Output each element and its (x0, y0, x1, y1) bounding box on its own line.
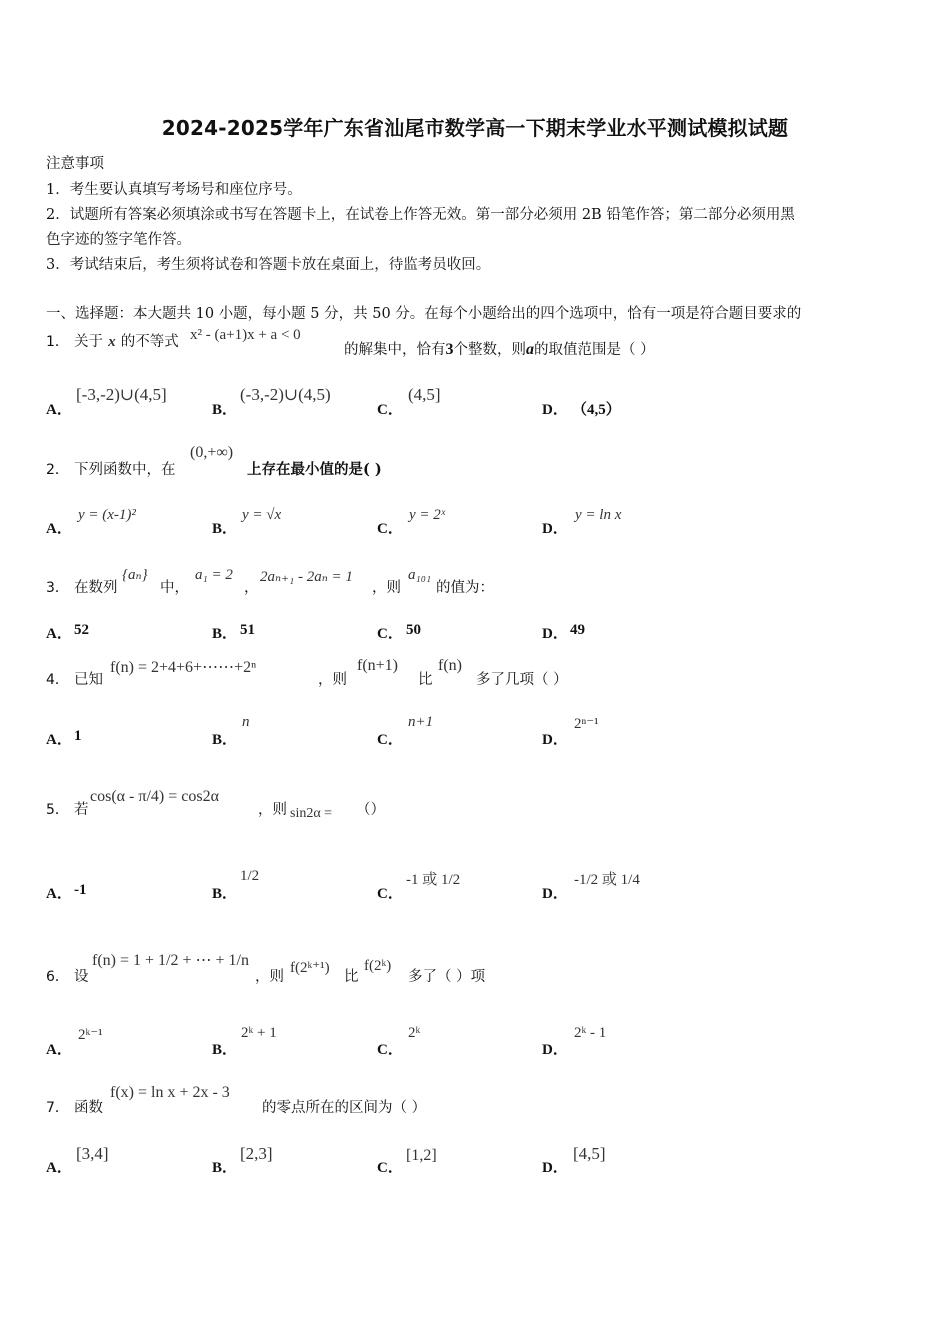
question-text: ，则 (318, 672, 347, 688)
option-d-label[interactable]: D． (542, 521, 568, 537)
option-c-label[interactable]: C． (377, 1042, 403, 1058)
math-inequality: x² - (a+1)x + a < 0 (190, 327, 301, 343)
option-d-value[interactable]: 2ⁿ⁻¹ (574, 716, 599, 732)
notice-item: 3．考试结束后，考生须将试卷和答题卡放在桌面上，待监考员收回。 (46, 257, 491, 273)
question-text: （） (356, 802, 385, 818)
option-c-value[interactable]: n+1 (408, 714, 434, 730)
question-text: 函数 (74, 1100, 104, 1116)
option-d-value[interactable]: -1/2 或 1/4 (574, 872, 640, 888)
question-text: 多了几项（ ） (476, 672, 568, 688)
option-d-value[interactable]: （4,5） (572, 402, 621, 418)
option-b-value[interactable]: n (242, 714, 250, 730)
option-b-label[interactable]: B． (212, 1042, 238, 1058)
option-b-value[interactable]: [2,3] (240, 1144, 273, 1163)
option-d-value[interactable]: y = ln x (575, 507, 622, 523)
option-b-value[interactable]: 2ᵏ + 1 (241, 1025, 277, 1041)
question-text: ，则 (255, 969, 284, 985)
option-c-value[interactable]: 2ᵏ (408, 1025, 421, 1041)
question-text: 中， (160, 580, 189, 596)
math-expression: sin2α = (290, 806, 333, 821)
question-text: 的解集中，恰有 (344, 342, 446, 358)
question-number: 2． (46, 462, 69, 478)
option-a-value[interactable]: [-3,-2)∪(4,5] (76, 385, 167, 404)
question-text: 的取值范围是（ ） (534, 342, 655, 358)
notice-item: 色字迹的签字笔作答。 (46, 232, 191, 248)
math-equation: cos(α - π/4) = cos2α (90, 788, 219, 805)
notice-item: 2．试题所有答案必须填涂或书写在答题卡上，在试卷上作答无效。第一部分必须用 2B 铅笔作答；第二部分必须用黑 (46, 207, 795, 223)
question-number: 1． (46, 334, 69, 350)
notice-heading: 注意事项 (46, 156, 104, 172)
option-d-value[interactable]: 49 (570, 622, 585, 638)
question-5 (46, 798, 89, 819)
option-a-value[interactable]: 1 (74, 728, 82, 744)
question-7 (46, 1096, 103, 1117)
option-b-value[interactable]: 1/2 (240, 868, 260, 884)
question-text: 的不等式 (120, 334, 179, 350)
math-function: f(n) = 2+4+6+⋯⋯+2ⁿ (110, 659, 257, 676)
option-a-label[interactable]: A． (46, 402, 72, 418)
option-a-value[interactable]: -1 (74, 882, 87, 898)
question-3 (46, 576, 118, 597)
question-text: ，则 (258, 802, 287, 818)
section-heading: 一、选择题：本大题共 10 小题，每小题 5 分，共 50 分。在每个小题给出的四个选项中，恰有一项是符合题目要求的 (46, 306, 802, 322)
question-number: 4． (46, 672, 69, 688)
question-text: 的零点所在的区间为（ ） (262, 1100, 427, 1116)
question-text: 的值为： (436, 580, 494, 596)
option-b-label[interactable]: B． (212, 521, 238, 537)
question-text: 关于 (74, 334, 104, 350)
math-var: x (108, 334, 116, 350)
option-c-label[interactable]: C． (377, 626, 403, 642)
option-c-label[interactable]: C． (377, 1160, 403, 1176)
question-text: ， (244, 580, 259, 596)
math-function: f(2ᵏ⁺¹) (290, 960, 330, 976)
question-number: 7． (46, 1100, 69, 1116)
math-var: a (526, 341, 534, 358)
math-interval: (0,+∞) (190, 444, 234, 461)
question-text: 在数列 (74, 580, 118, 596)
question-text: 比 (418, 672, 433, 688)
math-recurrence: 2aₙ₊₁ - 2aₙ = 1 (260, 569, 353, 585)
option-c-label[interactable]: C． (377, 521, 403, 537)
option-b-label[interactable]: B． (212, 732, 238, 748)
option-d-label[interactable]: D． (542, 626, 568, 642)
option-a-label[interactable]: A． (46, 886, 72, 902)
option-a-label[interactable]: A． (46, 626, 72, 642)
math-sequence: {aₙ} (122, 567, 148, 583)
option-a-value[interactable]: y = (x-1)² (78, 507, 136, 523)
question-6 (46, 965, 89, 986)
question-1 (46, 330, 179, 351)
math-function: f(n+1) (357, 657, 399, 674)
option-c-value[interactable]: y = 2ˣ (409, 507, 446, 523)
math-function: f(n) (438, 657, 462, 674)
option-a-label[interactable]: A． (46, 732, 72, 748)
math-function: f(2ᵏ) (364, 958, 392, 974)
option-a-value[interactable]: [3,4] (76, 1144, 109, 1163)
question-2 (46, 458, 176, 479)
question-text: 多了（ ）项 (408, 969, 486, 985)
question-number: 5． (46, 802, 69, 818)
option-a-value[interactable]: 2ᵏ⁻¹ (78, 1027, 103, 1043)
option-b-label[interactable]: B． (212, 402, 238, 418)
option-a-label[interactable]: A． (46, 1042, 72, 1058)
option-d-value[interactable]: [4,5] (573, 1144, 606, 1163)
math-term: a₁₀₁ (408, 567, 432, 583)
option-b-label[interactable]: B． (212, 1160, 238, 1176)
option-c-label[interactable]: C． (377, 886, 403, 902)
option-b-label[interactable]: B． (212, 886, 238, 902)
math-initial: a₁ = 2 (195, 567, 233, 583)
option-c-value[interactable]: 50 (406, 622, 421, 638)
question-text: 设 (74, 969, 89, 985)
option-c-label[interactable]: C． (377, 402, 403, 418)
question-text: 个整数，则 (453, 342, 526, 358)
option-d-value[interactable]: 2ᵏ - 1 (574, 1025, 607, 1041)
option-d-label[interactable]: D． (542, 1160, 568, 1176)
question-text: ，则 (372, 580, 401, 596)
question-text: 下列函数中，在 (74, 462, 176, 478)
notice-item: 1．考生要认真填写考场号和座位序号。 (46, 182, 302, 198)
option-b-value[interactable]: y = √x (242, 507, 282, 523)
option-d-label[interactable]: D． (542, 732, 568, 748)
option-b-label[interactable]: B． (212, 626, 238, 642)
option-c-value[interactable]: [1,2] (406, 1147, 437, 1164)
option-b-value[interactable]: (-3,-2)∪(4,5) (240, 385, 331, 404)
question-text: 比 (344, 969, 359, 985)
question-text: 若 (74, 802, 89, 818)
option-d-label[interactable]: D． (542, 402, 568, 418)
question-number-bold: 3 (445, 341, 454, 358)
option-a-value[interactable]: 52 (74, 622, 89, 638)
math-function: f(x) = ln x + 2x - 3 (110, 1084, 230, 1101)
question-text: 已知 (74, 672, 104, 688)
option-c-value[interactable]: -1 或 1/2 (406, 872, 461, 888)
question-text: 上存在最小值的是( ) (247, 461, 382, 478)
option-c-label[interactable]: C． (377, 732, 403, 748)
question-4 (46, 668, 103, 689)
option-a-label[interactable]: A． (46, 521, 72, 537)
option-c-value[interactable]: (4,5] (408, 385, 441, 404)
question-number: 3． (46, 580, 69, 596)
option-d-label[interactable]: D． (542, 886, 568, 902)
page-title: 2024-2025学年广东省汕尾市数学高一下期末学业水平测试模拟试题 (161, 116, 789, 140)
option-a-label[interactable]: A． (46, 1160, 72, 1176)
math-function: f(n) = 1 + 1/2 + ⋯ + 1/n (92, 952, 249, 969)
question-number: 6． (46, 969, 69, 985)
option-d-label[interactable]: D． (542, 1042, 568, 1058)
option-b-value[interactable]: 51 (240, 622, 255, 638)
